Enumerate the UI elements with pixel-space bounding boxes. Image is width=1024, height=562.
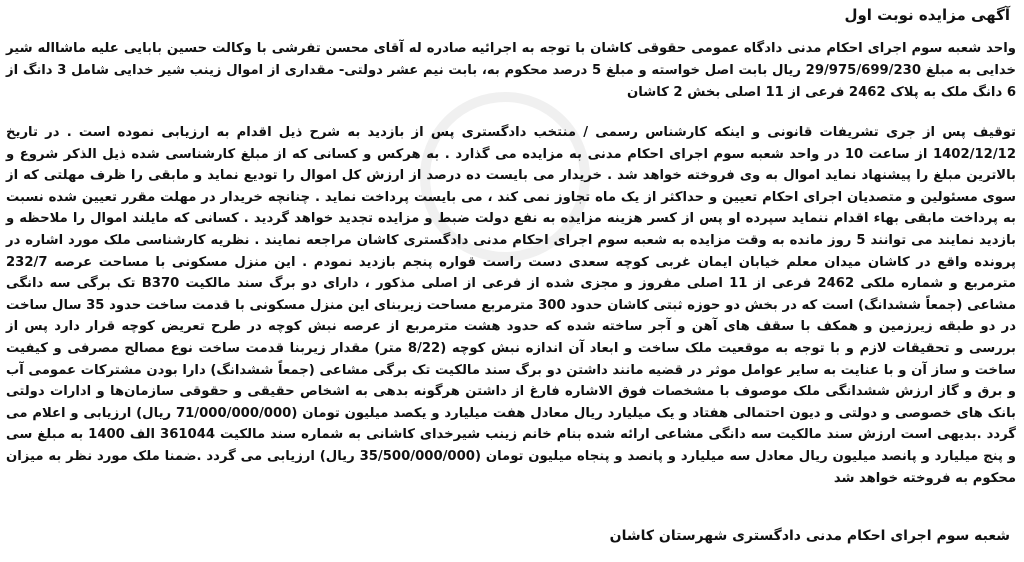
notice-body-paragraph: توقیف پس از جری تشریفات قانونی و اینکه کارشناس رسمی / منتخب دادگستری پس از بازدید به شرح ذیل اقدام به ارزیابی نموده است . در تاریخ 1402/12/12 از ساعت 10 در واحد شعبه سوم اجرای احکام مدنی به مزایده می گذارد . به هرکس و کسانی که از مبلغ کارشناسی شده ذیل الذکر شروع و بالاترین مبلغ را پیشنهاد نماید اموال به وی فروخته خواهد شد . خریدار می بایست ده درصد از ارزش کل اموال را تودیع نماید و مابقی را ظرف مهلتی که از سوی مسئولین و متصدیان اجرای احکام تعیین و حداکثر از یک ماه تجاوز نمی کند ، می بایست پرداخت نماید . چنانچه خریدار در مهلت مقرر تعیین شده نسبت به پرداخت مابقی بهاء اقدام ننماید سپرده او پس از کسر هزینه مزایده به نفع دولت ضبط و مزایده تجدید خواهد گردید . کسانی که مایلند اموال را ملاحظه و بازدید نمایند می توانند 5 روز مانده به وقت مزایده به شعبه سوم اجرای احکام مدنی دادگستری کاشان مراجعه نمایند . نظریه کارشناسی ملک مورد اشاره در پرونده واقع در کاشان میدان معلم خیابان ایمان غربی کوچه سعدی دست راست قواره پنجم بازدید نمودم . این منزل مسکونی با مساحت عرصه 232/7 مترمربع و شماره ملکی 2462 فرعی از 11 اصلی مفروز و مجزی شده از فرعی از اصلی مذکور ، دارای دو برگ سند مالکیت B370 تک برگی سه دانگی مشاعی (جمعاً ششدانگ) است که در بخش دو حوزه ثبتی کاشان حدود 300 مترمربع مساحت زیربنای این منزل مسکونی با قدمت ساخت حدود 35 سال ساخت در دو طبقه زیرزمین و همکف با سقف های آهن و آجر ساخته شده که حدود هشت مترمربع از عرصه نبش کوچه در طرح تعریض کوچه قرار دارد پس از بررسی و تحقیقات لازم و با توجه به موقعیت ملک ساخت و ابعاد آن اندازه نبش کوچه (8/22 متر) مقدار زیربنا قدمت ساخت نوع مصالح مصرفی و کیفیت ساخت و ساز آن و با عنایت به سایر عوامل موثر در قضیه مانند داشتن دو برگ سند مالکیت تک برگی مشاعی (جمعاً ششدانگ) دارا بودن مشترکات عمومی آب و برق و گاز ارزش ششدانگی ملک موصوف با مشخصات فوق الاشاره فارغ از داشتن هرگونه بدهی به اشخاص حقیقی و حقوقی سازمان‌ها و ادارات دولتی بانک های خصوصی و دولتی و دیون احتمالی هفتاد و یک میلیارد ریال معادل هفت میلیارد و یکصد میلیون تومان (71/000/000/000 ریال) ارزیابی و اعلام می گردد .بدیهی است ارزش سند مالکیت سه دانگی مشاعی ارائه شده بنام خانم زینب شیرخدای کاشانی به شماره سند مالکیت 361044 الف 1400 به مبلغ سی و پنج میلیارد و پانصد میلیون ریال معادل سه میلیارد و پانصد و پنجاه میلیون تومان (35/500/000/000 ریال) ارزیابی می گردد .ضمنا ملک مورد نظر به میزان محکوم به فروخته خواهد شد — [6, 125, 1017, 486]
notice-signature: شعبه سوم اجرای احکام مدنی دادگستری شهرستان کاشان — [609, 528, 1010, 544]
notice-intro-paragraph: واحد شعبه سوم اجرای احکام مدنی دادگاه عمومی حقوقی کاشان با توجه به اجرائیه صادره له آقای محسن تفرشی با وکالت حسین بابایی علیه ماشااله شیر خدایی به مبلغ 29/975/699/230 ریال بابت اصل خواسته و مبلغ 5 درصد محکوم به، بابت نیم عشر دولتی- مقداری از اموال زینب شیر خدایی شامل 3 دانگ از 6 دانگ ملک به پلاک 2462 فرعی از 11 اصلی بخش 2 کاشان — [6, 41, 1016, 100]
notice-title: آگهی مزایده نوبت اول — [844, 6, 1010, 24]
